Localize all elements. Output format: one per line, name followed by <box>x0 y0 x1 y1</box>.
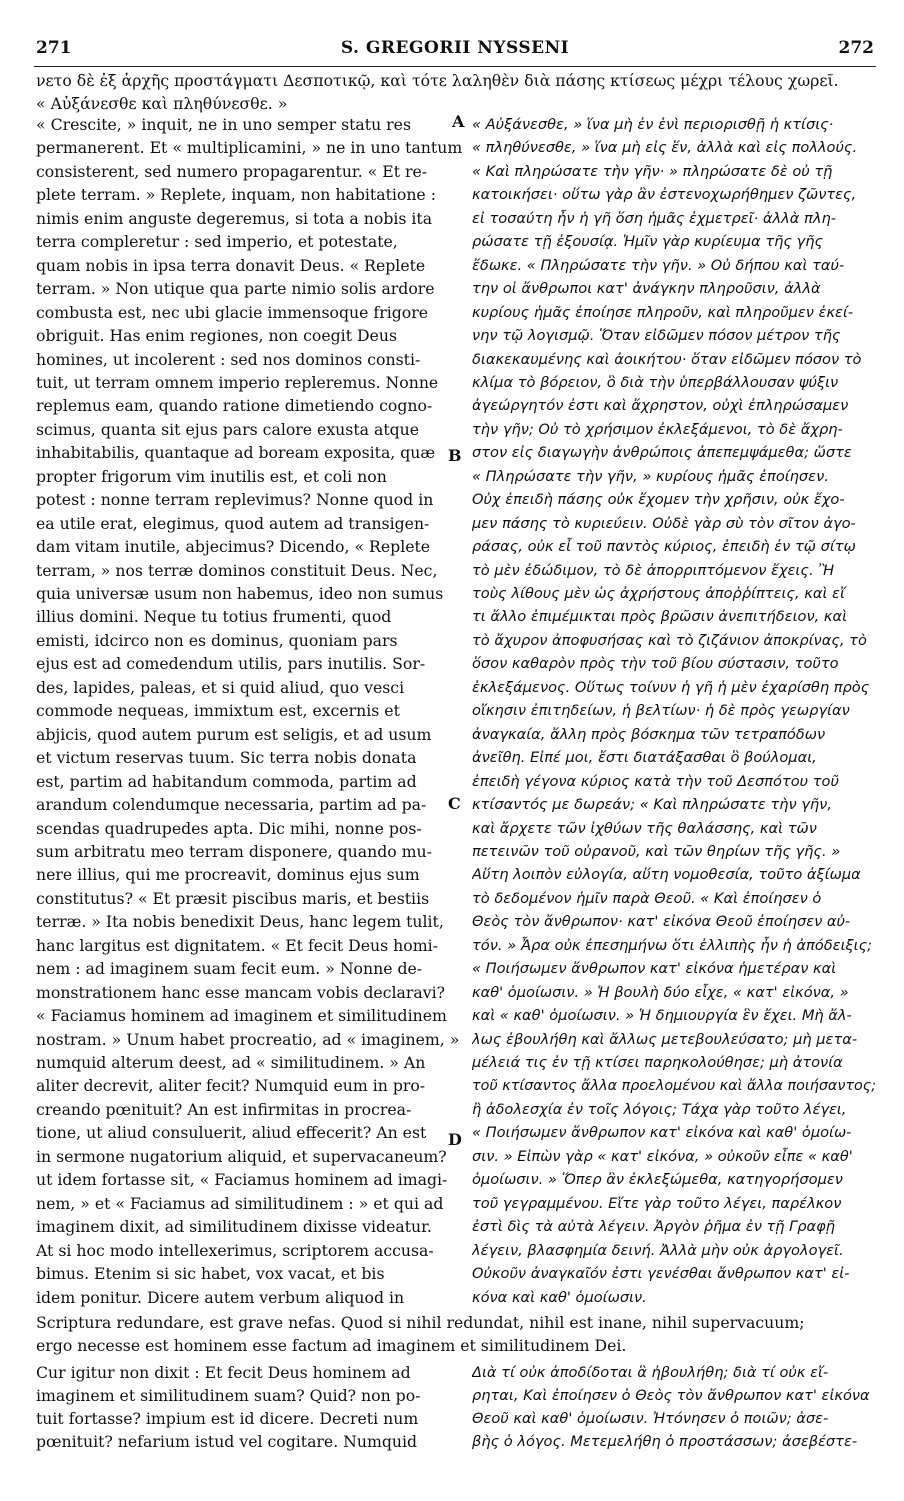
text-line: ἐστὶ δὶς τὰ αὐτὰ λέγειν. Ἀργὸν ῥῆμα ἐν τῇ Γραφῇ <box>472 1218 836 1236</box>
text-line: διακεκαυμένης καὶ ἀοικήτου· ὅταν εἰδῶμεν πόσον τὸ <box>472 350 862 368</box>
text-line: terram. » Non utique qua parte nimio solis ardore <box>36 279 435 299</box>
text-line: « Αὐξάνεσθε, » ἵνα μὴ ἐν ἑνὶ περιορισθῇ ἡ κτίσις· <box>472 116 834 133</box>
text-line: consisterent, sed numero propagarentur. « Et re- <box>36 161 428 181</box>
text-line: dam vitam inutile, abjecimus? Dicendo, « Replete <box>36 537 431 557</box>
text-line: Cur igitur non dixit : Et fecit Deus hominem ad <box>36 1363 411 1382</box>
text-line: idem ponitur. Dicere autem verbum aliquod in <box>36 1287 405 1307</box>
text-line: « Καὶ πληρώσατε τὴν γῆν· » πληρώσατε δὲ οὐ τῇ <box>472 162 833 180</box>
text-line: combusta est, nec ubi glacie immensoque frigore <box>36 302 429 322</box>
text-line: des, lapides, paleas, et si quid aliud, quo vesci <box>36 677 405 697</box>
text-line: ὅσον καθαρὸν πρὸς τὴν τοῦ βίου σύστασιν, τοῦτο <box>472 655 839 673</box>
text-line: homines, ut incolerent : sed nos dominos consti- <box>36 349 421 369</box>
text-line: ρηται, Καὶ ἐποίησεν ὁ Θεὸς τὸν ἄνθρωπον κατ' εἰκόνα <box>472 1387 870 1404</box>
text-line: in sermone nugatorium aliquid, et supervacaneum? <box>36 1146 447 1166</box>
text-line: ἐκλεξάμενος. Οὕτως τοίνυν ἡ γῆ ἡ μὲν ἐχαρίσθη πρὸς <box>472 678 870 696</box>
text-line: μεν πάσης τὸ κυριεύειν. Οὐδὲ γὰρ σὺ τὸν σῖτον ἀγο- <box>472 514 856 532</box>
text-line: obriguit. Has enim regiones, non coegit Deus <box>36 326 397 346</box>
text-line: est, partim ad habitandum commoda, partim ad <box>36 771 417 791</box>
text-line: Διὰ τί οὐκ ἀποδίδοται ἃ ἠβουλήθη; διὰ τί οὐκ εἴ- <box>472 1364 829 1381</box>
text-line: hanc largitus est dignitatem. « Et fecit Deus homi- <box>36 935 438 955</box>
text-line: καθ' ὁμοίωσιν. » Ἡ βουλὴ δύο εἶχε, « κατ' εἰκόνα, » <box>472 983 849 1001</box>
text-line: ράσας, οὐκ εἶ τοῦ παντὸς κύριος, ἐπειδὴ ἐν τῷ σίτῳ <box>472 538 856 556</box>
text-line: creando pœnituit? An est infirmitas in procrea- <box>36 1099 412 1119</box>
text-line: terram, » nos terræ dominos constituit Deus. Nec, <box>36 560 438 580</box>
text-line: τοῦ κτίσαντος ἄλλα προελομένου καὶ ἄλλα ποιήσαντος; <box>472 1077 876 1095</box>
text-line: « Αὐξάνεσθε καὶ πληθύνεσθε. » <box>36 94 288 113</box>
running-header <box>36 38 874 64</box>
text-line: et victum reservas tuum. Sic terra nobis donata <box>36 748 417 768</box>
text-line: κλίμα τὸ βόρειον, ὃ διὰ τὴν ὑπερβάλλουσαν ψύξιν <box>472 373 839 391</box>
text-line: Θεὸς τὸν ἄνθρωπον· κατ' εἰκόνα Θεοῦ ἐποίησεν αὐ- <box>472 913 851 931</box>
text-line: λέγειν, βλασφημία δεινή. Ἀλλὰ μὴν οὐκ ἀργολογεῖ. <box>472 1241 844 1259</box>
text-line: Οὐκοῦν ἀναγκαῖόν ἐστι γενέσθαι ἄνθρωπον κατ' εἰ- <box>472 1265 850 1283</box>
text-line: tione, ut aliud consuluerit, aliud effecerit? An est <box>36 1123 427 1143</box>
text-line: ἐπειδὴ γέγονα κύριος κατὰ τὴν τοῦ Δεσπότου τοῦ <box>472 772 839 790</box>
text-line: τόν. » Ἆρα οὐκ ἐπεσημήνω ὅτι ἐλλιπὴς ἦν ἡ ἀπόδειξις; <box>472 936 873 954</box>
text-line: κατοικήσει· οὕτω γὰρ ἂν ἐστενοχωρήθημεν ζῶντες, <box>472 186 857 204</box>
text-line: nem, » et « Faciamus ad similitudinem : » et qui ad <box>36 1193 444 1213</box>
header-rule <box>34 66 876 67</box>
text-line: inhabitabilis, quantaque ad boream exposita, quæ <box>36 443 436 463</box>
text-line: At si hoc modo intellexerimus, scriptorem accusa- <box>36 1240 434 1260</box>
text-line: κυρίους ἡμᾶς ἐποίησε πληροῦν, καὶ πληροῦμεν ἐκεί- <box>472 303 854 321</box>
text-line: imaginem dixit, ad similitudinem dixisse videatur. <box>36 1217 432 1237</box>
text-line: Οὐχ ἐπειδὴ πάσης οὐκ ἔχομεν τὴν χρῆσιν, οὐκ ἔχο- <box>472 491 845 509</box>
text-line: ἀναγκαία, ἄλλη πρὸς βόσκημα τῶν τετραπόδων <box>472 725 826 743</box>
text-line: quam nobis in ipsa terra donavit Deus. « Replete <box>36 255 426 275</box>
text-line: abjicis, quod autem purum est seligis, et ad usum <box>36 724 432 744</box>
text-line: Αὕτη λοιπὸν εὐλογία, αὕτη νομοθεσία, τοῦτο ἀξίωμα <box>472 866 861 884</box>
page-title: S. GREGORII NYSSENI <box>340 38 570 58</box>
text-line: κόνα καὶ καθ' ὁμοίωσιν. <box>472 1288 647 1306</box>
text-line: emisti, idcirco non es dominus, quoniam pars <box>36 630 398 650</box>
text-line: Scriptura redundare, est grave nefas. Quod si nihil redundat, nihil est inane, nihil supervacuum; <box>36 1313 805 1332</box>
text-line: imaginem et similitudinem suam? Quid? non po- <box>36 1386 421 1405</box>
text-line: ergo necesse est hominem esse factum ad imaginem et similitudinem Dei. <box>36 1336 627 1355</box>
text-line: εἰ τοσαύτη ἦν ἡ γῆ ὅση ἡμᾶς ἐχμετρεῖ· ἀλλὰ πλη- <box>472 209 836 227</box>
text-line: τοὺς λίθους μὲν ὡς ἀχρήστους ἀποῤῥίπτεις, καὶ εἴ <box>472 585 845 602</box>
text-line: scimus, quanta sit ejus pars calore exusta atque <box>36 419 420 439</box>
text-line: « Faciamus hominem ad imaginem et similitudinem <box>36 1006 447 1026</box>
text-line: καὶ ἄρχετε τῶν ἰχθύων τῆς θαλάσσης, καὶ τῶν <box>472 819 817 837</box>
text-line: tuit, ut terram omnem imperio repleremus. Nonne <box>36 372 439 392</box>
text-line: nem : ad imaginem suam fecit eum. » Nonne de- <box>36 959 423 979</box>
text-line: ἀγεώργητόν ἐστι καὶ ἄχρηστον, οὐχὶ ἐπληρώσαμεν <box>472 397 849 415</box>
text-line: quia universæ usum non habemus, ideo non sumus <box>36 584 444 603</box>
text-line: ἢ ἀδολεσχία ἐν τοῖς λόγοις; Τάχα γὰρ τοῦτο λέγει, <box>472 1100 847 1118</box>
text-line: aliter decrevit, aliter fecit? Numquid eum in pro- <box>36 1076 426 1096</box>
text-line: permanerent. Et « multiplicamini, » ne in uno tantum <box>36 138 462 158</box>
text-line: ἔδωκε. « Πληρώσατε τὴν γῆν. » Οὐ δήπου καὶ ταύ- <box>472 256 845 274</box>
text-line: ἀνεῖθη. Εἰπέ μοι, ἔστι διατάξασθαι ὃ βούλομαι, <box>472 749 817 767</box>
text-line: ρώσατε τῇ ἐξουσίᾳ. Ἡμῖν γὰρ κυρίευμα τῆς γῆς <box>472 233 824 251</box>
text-line: μέλειά τις ἐν τῇ κτίσει παρηκολούθησε; μὴ ἀτονία <box>472 1054 843 1071</box>
text-line: numquid alterum deest, ad « similitudinem. » An <box>36 1053 426 1072</box>
margin-marker-c: C <box>448 794 461 813</box>
page-number-left: 271 <box>36 38 72 58</box>
text-line: στον εἰς διαγωγὴν ἀνθρώποις ἀπεπεμψάμεθα; ὥστε <box>472 444 852 462</box>
text-line: λως ἐβουλήθη καὶ ἄλλως μετεβουλεύσατο; μὴ μετα- <box>472 1030 858 1048</box>
text-line: arandum colendumque necessaria, partim ad pa- <box>36 795 427 815</box>
text-line: ea utile erat, elegimus, quod autem ad transigen- <box>36 513 430 533</box>
text-line: sum arbitratu meo terram disponere, quando mu- <box>36 841 432 861</box>
text-line: κτίσαντός με δωρεάν; « Καὶ πληρώσατε τὴν γῆν, <box>472 796 832 814</box>
text-line: nostram. » Unum habet procreatio, ad « imaginem, » <box>36 1029 460 1049</box>
text-line: βὴς ὁ λόγος. Μετεμελήθη ὁ προστάσσων; ἀσεβέστε- <box>472 1433 858 1450</box>
text-line: tuit fortasse? impium est id dicere. Decreti num <box>36 1409 419 1428</box>
text-line: monstrationem hanc esse mancam vobis declaravi? <box>36 982 445 1002</box>
text-line: τὸ δεδομένον ἡμῖν παρὰ Θεοῦ. « Καὶ ἐποίησεν ὁ <box>472 889 822 907</box>
text-line: τὸ μὲν ἐδώδιμον, τὸ δὲ ἀπορριπτόμενον ἔχεις. Ἢ <box>472 561 835 579</box>
text-line: « Ποιήσωμεν ἄνθρωπον κατ' εἰκόνα καὶ καθ' ὁμοίω- <box>472 1124 852 1142</box>
margin-marker-b: B <box>448 446 462 465</box>
text-line: τὴν γῆν; Οὐ τὸ χρήσιμον ἐκλεξάμενοι, τὸ δὲ ἄχρη- <box>472 420 843 438</box>
text-line: οἴκησιν ἐπιτηδείων, ἡ βελτίων· ἡ δὲ πρὸς γεωργίαν <box>472 702 850 720</box>
text-line: bimus. Etenim si sic habet, vox vacat, et bis <box>36 1264 385 1284</box>
text-line: scendas quadrupedes apta. Dic mihi, nonne pos- <box>36 818 422 838</box>
text-line: pœnituit? nefarium istud vel cogitare. Numquid <box>36 1432 418 1451</box>
text-line: illius domini. Neque tu totius frumenti, quod <box>36 607 392 627</box>
text-line: την οἱ ἄνθρωποι κατ' ἀνάγκην πληροῦσιν, ἀλλὰ <box>472 280 821 298</box>
text-line: ὁμοίωσιν. » Ὅπερ ἂν ἐκλεξώμεθα, κατηγορήσομεν <box>472 1171 843 1189</box>
text-line: plete terram. » Replete, inquam, non habitatione : <box>36 185 436 205</box>
text-line: νετο δὲ ἐξ ἀρχῆς προστάγματι Δεσποτικῷ, καὶ τότε λαληθὲν διὰ πάσης κτίσεως μέχρι τέλους χωρεῖ. <box>36 71 839 90</box>
text-line: τι ἄλλο ἐπιμέμικται πρὸς βρῶσιν ἀνεπιτήδειον, καὶ <box>472 608 848 626</box>
text-line: replemus eam, quando ratione dimetiendo cogno- <box>36 396 433 416</box>
text-line: τὸ ἄχυρον ἀποφυσήσας καὶ τὸ ζιζάνιον ἀποκρίνας, τὸ <box>472 631 867 649</box>
text-line: nimis enim anguste degeremus, si tota a nobis ita <box>36 208 433 228</box>
margin-marker-d: D <box>448 1130 462 1149</box>
text-line: « Ποιήσωμεν ἄνθρωπον κατ' εἰκόνα ἡμετέραν καὶ <box>472 960 837 978</box>
text-line: σιν. » Εἰπὼν γὰρ « κατ' εἰκόνα, » οὐκοῦν εἶπε « καθ' <box>472 1147 853 1165</box>
text-line: « Crescite, » inquit, ne in uno semper statu res <box>36 115 412 134</box>
text-line: constitutus? « Et præsit piscibus maris, et bestiis <box>36 888 430 908</box>
text-line: ejus est ad comedendum utilis, pars inutilis. Sor- <box>36 654 426 674</box>
text-line: Θεοῦ καὶ καθ' ὁμοίωσιν. Ἠτόνησεν ὁ ποιῶν; ἀσε- <box>472 1410 829 1427</box>
text-line: « πληθύνεσθε, » ἵνα μὴ εἰς ἕν, ἀλλὰ καὶ εἰς πολλούς. <box>472 139 858 157</box>
text-line: nere illius, qui me procreavit, dominus ejus sum <box>36 865 420 885</box>
text-line: νην τῷ λογισμῷ. Ὅταν εἰδῶμεν πόσον μέτρον τῆς <box>472 327 841 345</box>
text-line: « Πληρώσατε τὴν γῆν, » κυρίους ἡμᾶς ἐποίησεν. <box>472 467 829 485</box>
text-line: τοῦ γεγραμμένου. Εἴτε γὰρ τοῦτο λέγει, παρέλκον <box>472 1194 842 1212</box>
text-line: terræ. » Ita nobis benedixit Deus, hanc legem tulit, <box>36 912 444 932</box>
text-line: propter frigorum vim inutilis est, et coli non <box>36 466 387 486</box>
text-line: πετεινῶν τοῦ οὐρανοῦ, καὶ τῶν θηρίων τῆς γῆς. » <box>472 842 841 860</box>
text-line: καὶ « καθ' ὁμοίωσιν. » Ἡ δημιουργία ἓν ἔχει. Μὴ ἄλ- <box>472 1007 852 1025</box>
margin-marker-a: A <box>452 112 465 131</box>
text-line: terra compleretur : sed imperio, et potestate, <box>36 232 398 252</box>
text-line: ut idem fortasse sit, « Faciamus hominem ad imagi- <box>36 1170 448 1190</box>
text-line: potest : nonne terram replevimus? Nonne quod in <box>36 490 434 510</box>
text-line: commode nequeas, immixtum est, excernis et <box>36 701 400 721</box>
page-number-right: 272 <box>838 38 874 58</box>
